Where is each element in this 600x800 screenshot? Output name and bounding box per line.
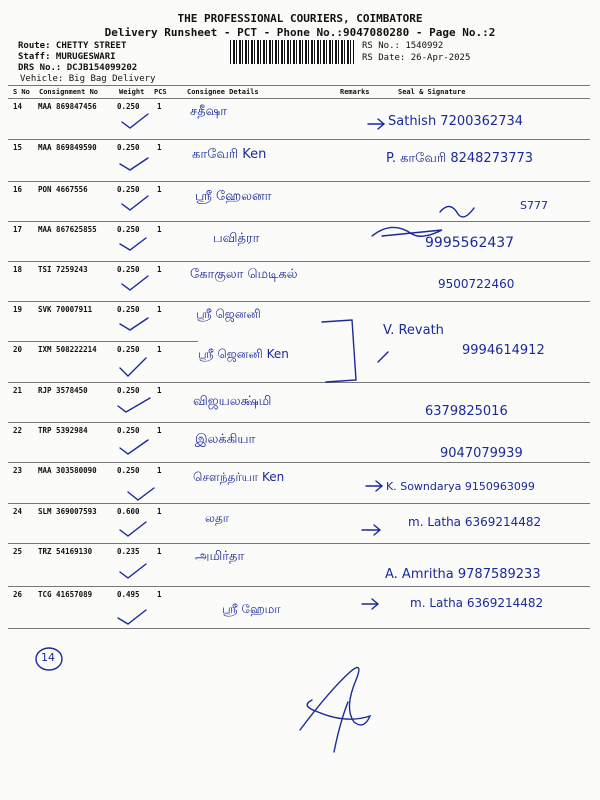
consignee-handwritten: காவேரி Ken [192, 147, 267, 162]
consignee-handwritten: ஸ்ரீ ஹேமா [222, 602, 281, 616]
signature-handwritten: S777 [520, 199, 548, 212]
signature-scribble [300, 668, 370, 731]
tick-mark [122, 196, 148, 210]
tick-mark [120, 440, 148, 454]
row-sno: 26 [13, 590, 23, 599]
row-pcs: 1 [157, 265, 162, 274]
signature-handwritten: 9047079939 [440, 446, 523, 461]
row-weight: 0.250 [117, 185, 140, 194]
tick-mark [118, 610, 146, 624]
row-sno: 22 [13, 426, 23, 435]
tick-mark [120, 318, 148, 330]
consignee-handwritten: ஸ்ரீ ஜெனனி Ken [198, 347, 289, 361]
row-sno: 14 [13, 102, 23, 111]
row-pcs: 1 [157, 507, 162, 516]
row-weight: 0.250 [117, 426, 140, 435]
row-pcs: 1 [157, 386, 162, 395]
col-seal-signature: Seal & Signature [398, 88, 466, 96]
signature-handwritten: 9994614912 [462, 343, 545, 358]
company-title: THE PROFESSIONAL COURIERS, COIMBATORE [177, 12, 423, 25]
row-pcs: 1 [157, 547, 162, 556]
arrow-mark [366, 481, 382, 491]
col-pcs: PCS [154, 88, 167, 96]
row-sno: 15 [13, 143, 23, 152]
bracket-mark [322, 320, 356, 382]
row-pcs: 1 [157, 466, 162, 475]
row-pcs: 1 [157, 225, 162, 234]
row-consignment: PON 4667556 [38, 185, 88, 194]
tick-mark [122, 114, 148, 128]
arrow-mark [362, 525, 380, 535]
row-weight: 0.250 [117, 345, 140, 354]
row-weight: 0.250 [117, 225, 140, 234]
col-consignment: Consignment No [39, 88, 99, 96]
signature-handwritten: P. காவேரி 8248273773 [386, 151, 534, 166]
consignee-handwritten: லதா [205, 511, 230, 525]
signature-handwritten: K. Sowndarya 9150963099 [386, 480, 535, 493]
row-pcs: 1 [157, 590, 162, 599]
row-pcs: 1 [157, 345, 162, 354]
consignee-handwritten: கோகுலா மெடிகல் [190, 267, 298, 282]
row-sno: 20 [13, 345, 23, 354]
consignee-handwritten: அமிர்தா [195, 549, 245, 564]
arrow-mark [362, 599, 378, 609]
row-weight: 0.495 [117, 590, 140, 599]
signature-scribble [378, 352, 388, 362]
drs-number: DRS No.: DCJB154099202 [18, 63, 138, 73]
consignee-handwritten: பவித்ரா [213, 231, 260, 246]
consignee-handwritten: ஸ்ரீ ஹேலனா [195, 189, 272, 204]
route-label: Route: CHETTY STREET [18, 41, 127, 51]
row-weight: 0.250 [117, 466, 140, 475]
tick-mark [120, 564, 146, 578]
row-consignment: SLM 369007593 [38, 507, 97, 516]
row-consignment: SVK 70007911 [38, 305, 93, 314]
signature-handwritten: m. Latha 6369214482 [408, 515, 542, 529]
signature-handwritten: Sathish 7200362734 [388, 114, 524, 129]
tick-mark [120, 522, 146, 536]
row-consignment: TCG 41657089 [38, 590, 93, 599]
row-weight: 0.250 [117, 265, 140, 274]
rs-number: RS No.: 1540992 [362, 41, 444, 51]
row-consignment: TRZ 54169130 [38, 547, 93, 556]
signature-scribble [440, 206, 474, 216]
row-consignment: IXM 508222214 [38, 345, 97, 354]
consignee-handwritten: சௌந்தர்யா Ken [193, 470, 285, 484]
rs-date: RS Date: 26-Apr-2025 [362, 53, 471, 63]
row-weight: 0.235 [117, 547, 140, 556]
row-weight: 0.250 [117, 102, 140, 111]
runsheet-title: Delivery Runsheet - PCT - Phone No.:9047080280 - Page No.:2 [104, 26, 496, 39]
tick-mark [120, 358, 146, 376]
row-consignment: MAA 867625855 [38, 225, 97, 234]
row-consignment: MAA 869849590 [38, 143, 97, 152]
signature-scribble [334, 702, 348, 752]
tick-mark [128, 488, 154, 500]
signature-handwritten: V. Revath [383, 323, 444, 338]
col-weight: Weight [119, 88, 145, 96]
row-consignment: RJP 3578450 [38, 386, 88, 395]
signature-handwritten: 9995562437 [425, 235, 515, 251]
row-pcs: 1 [157, 305, 162, 314]
row-sno: 18 [13, 265, 23, 274]
consignee-handwritten: விஜயலக்ஷ்மி [193, 394, 272, 409]
circled-count: 14 [41, 651, 55, 664]
row-sno: 21 [13, 386, 23, 395]
tick-mark [118, 398, 150, 412]
row-pcs: 1 [157, 426, 162, 435]
staff-label: Staff: MURUGESWARI [18, 52, 116, 62]
row-consignment: TRP 5392984 [38, 426, 88, 435]
col-remarks: Remarks [340, 88, 370, 96]
row-sno: 19 [13, 305, 23, 314]
row-weight: 0.600 [117, 507, 140, 516]
row-pcs: 1 [157, 185, 162, 194]
consignee-handwritten: ஸ்ரீ ஜெனனி [196, 307, 261, 321]
consignee-handwritten: இலக்கியா [195, 432, 256, 447]
row-weight: 0.250 [117, 386, 140, 395]
row-consignment: MAA 869847456 [38, 102, 97, 111]
vehicle-label: Vehicle: Big Bag Delivery [20, 74, 156, 84]
tick-mark [122, 276, 148, 290]
row-sno: 23 [13, 466, 23, 475]
row-pcs: 1 [157, 143, 162, 152]
tick-mark [120, 238, 146, 250]
signature-handwritten: 9500722460 [438, 277, 515, 291]
tick-mark [120, 158, 148, 170]
row-weight: 0.250 [117, 305, 140, 314]
row-sno: 16 [13, 185, 23, 194]
arrow-mark [368, 119, 384, 129]
signature-handwritten: m. Latha 6369214482 [410, 596, 544, 610]
row-sno: 17 [13, 225, 23, 234]
row-weight: 0.250 [117, 143, 140, 152]
row-consignment: MAA 303580090 [38, 466, 97, 475]
row-sno: 25 [13, 547, 23, 556]
row-pcs: 1 [157, 102, 162, 111]
signature-handwritten: 6379825016 [425, 404, 508, 419]
consignee-handwritten: சதீஷா [190, 104, 228, 119]
row-sno: 24 [13, 507, 23, 516]
signature-handwritten: A. Amritha 9787589233 [385, 567, 541, 582]
signature-scribble [372, 227, 442, 236]
row-consignment: TSI 7259243 [38, 265, 88, 274]
col-consignee: Consignee Details [187, 88, 259, 96]
col-sno: S No [13, 88, 30, 96]
